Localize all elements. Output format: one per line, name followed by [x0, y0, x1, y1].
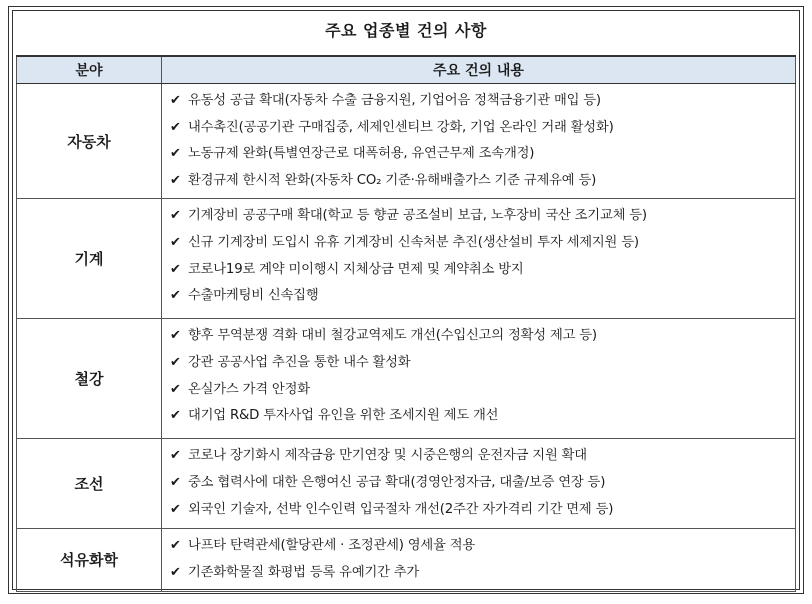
list-item-text: 코로나19로 계약 미이행시 지체상금 면제 및 계약취소 방지: [188, 261, 524, 277]
list-item-text: 나프타 탄력관세(할당관세 · 조정관세) 영세율 적용: [188, 538, 476, 554]
list-item: [170, 377, 789, 404]
checkmark-icon: ✔: [170, 448, 181, 464]
list-item-text: 강관 공공사업 추진을 통한 내수 활성화: [188, 354, 411, 370]
table-row: [17, 319, 796, 439]
document-frame: [8, 6, 804, 594]
list-item-text: 유동성 공급 확대(자동차 수출 금융지원, 기업어음 정책금융기관 매입 등): [188, 93, 601, 108]
table-row: [17, 439, 796, 529]
checkmark-icon: ✔: [170, 208, 181, 224]
table-body: [17, 84, 796, 592]
checkmark-icon: ✔: [170, 93, 181, 108]
list-item-text: 수출마케팅비 신속집행: [188, 288, 319, 304]
checkmark-icon: ✔: [170, 261, 181, 277]
list-item-text: 향후 무역분쟁 격화 대비 철강교역제도 개선(수입신고의 정확성 제고 등): [188, 328, 597, 344]
checkmark-icon: ✔: [170, 119, 181, 135]
list-item: [170, 141, 789, 168]
row-category: 기계: [17, 199, 162, 319]
checkmark-icon: ✔: [170, 564, 181, 580]
list-item: [170, 88, 789, 115]
table-header-row: [17, 56, 796, 84]
checkmark-icon: ✔: [170, 408, 181, 424]
list-item: [170, 403, 789, 430]
table-row: [17, 529, 796, 591]
list-item: [170, 470, 789, 497]
recommendations-table: [16, 55, 796, 592]
row-items: [162, 319, 796, 439]
list-item: [170, 497, 789, 524]
row-items: [162, 84, 796, 199]
checkmark-icon: ✔: [170, 474, 181, 490]
checkmark-icon: ✔: [170, 354, 181, 370]
list-item-text: 노동규제 완화(특별연장근로 대폭허용, 유연근무제 조속개정): [188, 146, 535, 162]
document-inner-border: [12, 10, 800, 590]
list-item: [170, 257, 789, 284]
list-item-text: 기계장비 공공구매 확대(학교 등 향균 공조설비 보급, 노후장비 국산 조기교체 등): [188, 208, 647, 224]
checkmark-icon: ✔: [170, 288, 181, 304]
list-item: [170, 230, 789, 257]
row-category: 철강: [17, 319, 162, 439]
checkmark-icon: ✔: [170, 234, 181, 250]
list-item-text: 대기업 R&D 투자사업 유인을 위한 조세지원 제도 개선: [188, 408, 499, 424]
list-item-text: 코로나 장기화시 제작금융 만기연장 및 시중은행의 운전자금 지원 확대: [188, 448, 587, 464]
list-item: [170, 443, 789, 470]
checkmark-icon: ✔: [170, 328, 181, 344]
table-row: [17, 199, 796, 319]
list-item: [170, 168, 789, 195]
list-item-text: 신규 기계장비 도입시 유휴 기계장비 신속처분 추진(생산설비 투자 세제지원 등): [188, 234, 639, 250]
list-item-text: 환경규제 한시적 완화(자동차 CO₂ 기준·유해배출가스 기준 규제유예 등): [188, 172, 597, 188]
row-category: 자동차: [17, 84, 162, 199]
list-item: [170, 560, 789, 587]
list-item: [170, 350, 789, 377]
checkmark-icon: ✔: [170, 172, 181, 188]
row-category: 조선: [17, 439, 162, 529]
header-content: 주요 건의 내용: [162, 56, 796, 84]
checkmark-icon: ✔: [170, 381, 181, 397]
list-item-text: 중소 협력사에 대한 은행여신 공급 확대(경영안정자금, 대출/보증 연장 등): [188, 474, 606, 490]
list-item-text: 내수촉진(공공기관 구매집중, 세제인센티브 강화, 기업 온라인 거래 활성화): [188, 119, 614, 135]
list-item-text: 외국인 기술자, 선박 인수인력 입국절차 개선(2주간 자가격리 기간 면제 등): [188, 501, 614, 517]
list-item: [170, 323, 789, 350]
checkmark-icon: ✔: [170, 146, 181, 162]
row-items: [162, 529, 796, 591]
row-items: [162, 439, 796, 529]
list-item: [170, 115, 789, 142]
checkmark-icon: ✔: [170, 501, 181, 517]
list-item: [170, 203, 789, 230]
list-item-text: 온실가스 가격 안정화: [188, 381, 310, 397]
row-category: 석유화학: [17, 529, 162, 591]
list-item-text: 기존화학물질 화평법 등록 유예기간 추가: [188, 564, 420, 580]
table-row: [17, 84, 796, 199]
list-item: [170, 533, 789, 560]
list-item: [170, 283, 789, 310]
row-items: [162, 199, 796, 319]
checkmark-icon: ✔: [170, 538, 181, 554]
header-category: 분야: [17, 56, 162, 84]
page-title: 주요 업종별 건의 사항: [325, 21, 487, 40]
